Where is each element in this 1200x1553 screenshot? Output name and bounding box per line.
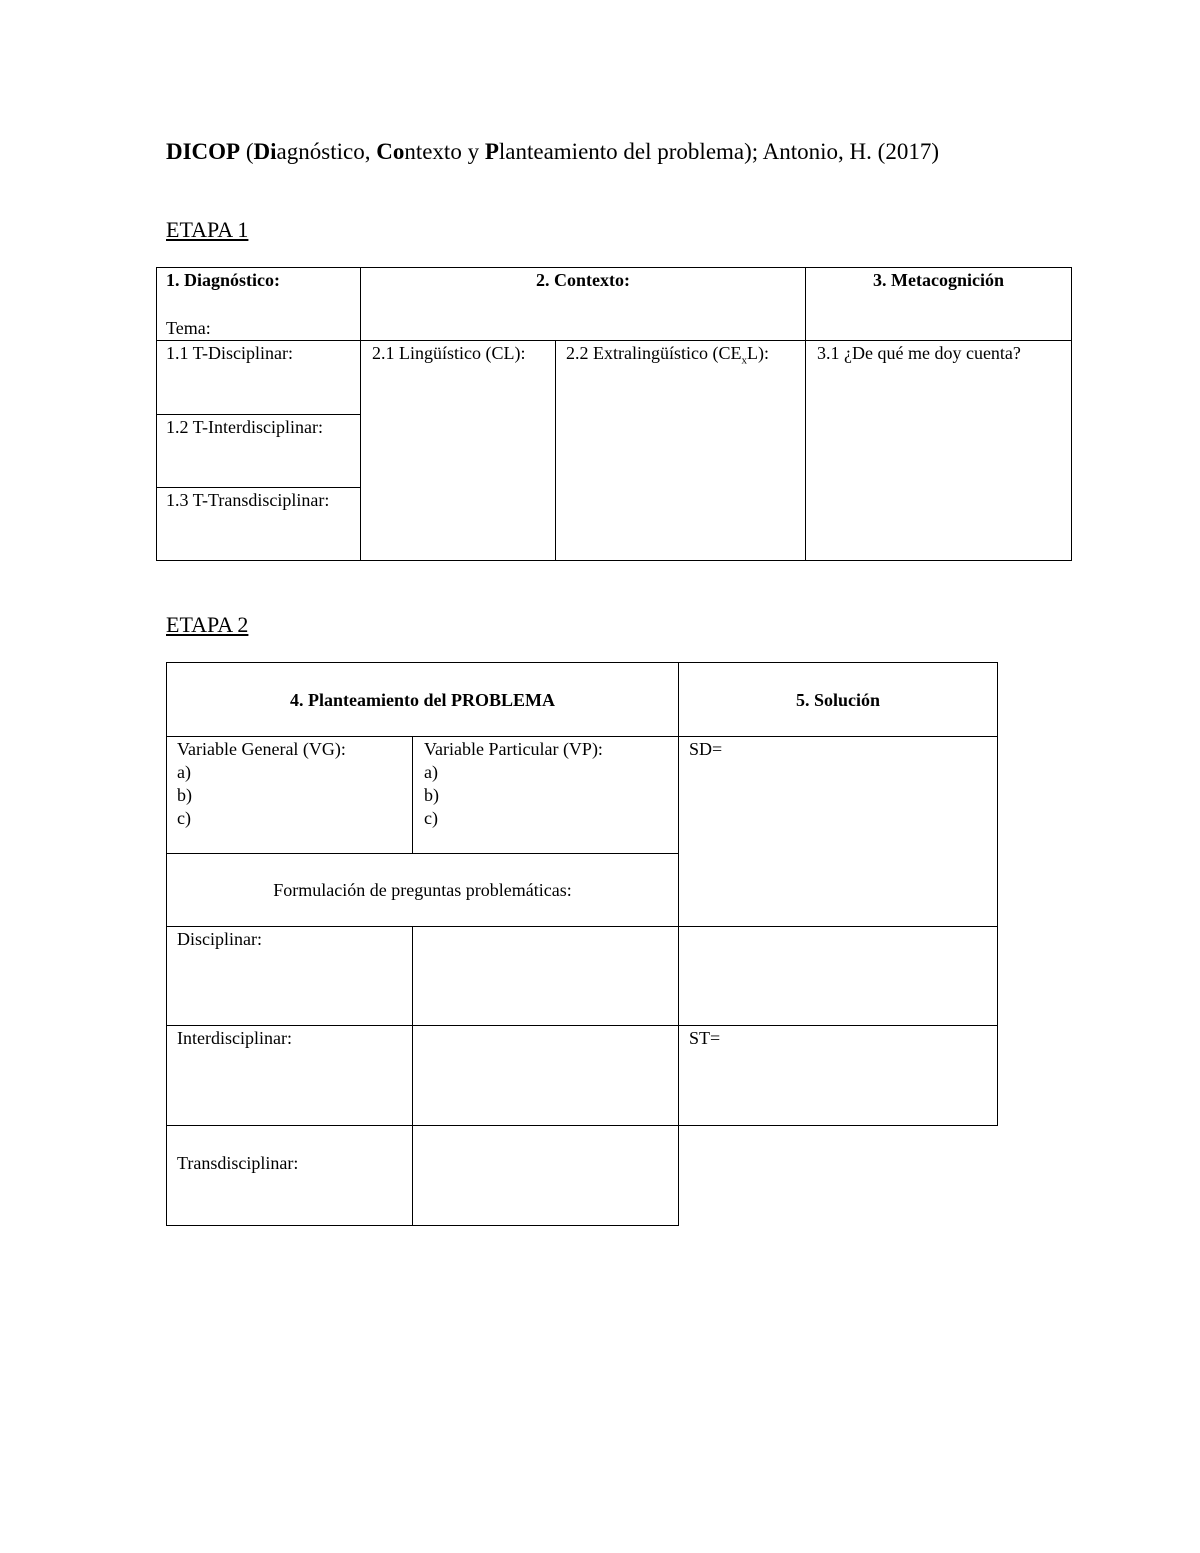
variable-particular-label: Variable Particular (VP): <box>424 739 603 759</box>
vg-option-b: b) <box>177 785 192 805</box>
variable-particular-block <box>424 738 603 830</box>
t-interdisciplinar-label: 1.2 T-Interdisciplinar: <box>166 417 323 437</box>
solucion-header: 5. Solución <box>795 690 881 710</box>
transdisciplinar-label: Transdisciplinar: <box>177 1153 299 1173</box>
vp-option-c: c) <box>424 808 438 828</box>
document-title: DICOP (Diagnóstico, Contexto y Planteamiento del problema); Antonio, H. (2017) <box>166 139 939 164</box>
planteamiento-header: 4. Planteamiento del PROBLEMA <box>290 690 555 710</box>
vg-option-a: a) <box>177 762 191 782</box>
variable-general-block <box>177 738 346 830</box>
etapa-1-heading: ETAPA 1 <box>166 217 249 242</box>
contexto-header: 2. Contexto: <box>536 270 630 290</box>
disciplinar-label: Disciplinar: <box>177 929 262 949</box>
diagnostico-header: 1. Diagnóstico: <box>166 270 280 290</box>
st-label: ST= <box>689 1028 721 1048</box>
vp-option-b: b) <box>424 785 439 805</box>
linguistico-label: 2.1 Lingüístico (CL): <box>372 343 526 363</box>
t-transdisciplinar-label: 1.3 T-Transdisciplinar: <box>166 490 330 510</box>
etapa-2-heading: ETAPA 2 <box>166 612 249 637</box>
metacognicion-header: 3. Metacognición <box>873 270 1004 290</box>
vg-option-c: c) <box>177 808 191 828</box>
interdisciplinar-label: Interdisciplinar: <box>177 1028 292 1048</box>
tema-label: Tema: <box>166 318 211 338</box>
extralinguistico-label: 2.2 Extralingüístico $(CE_xL)$: <box>566 343 769 367</box>
t-disciplinar-label: 1.1 T-Disciplinar: <box>166 343 293 363</box>
variable-general-label: Variable General (VG): <box>177 739 346 759</box>
sd-label: SD= <box>689 739 723 759</box>
metacognicion-question: 3.1 ¿De qué me doy cuenta? <box>817 343 1021 363</box>
vp-option-a: a) <box>424 762 438 782</box>
formulacion-label: Formulación de preguntas problemáticas: <box>273 880 572 900</box>
